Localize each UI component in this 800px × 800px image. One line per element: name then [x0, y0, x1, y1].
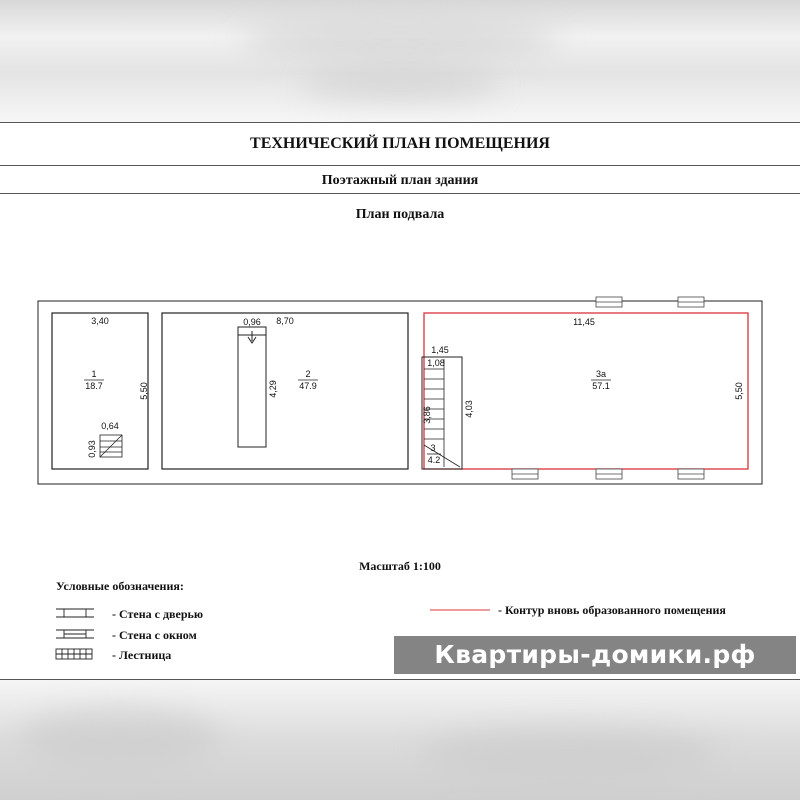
room-2 — [162, 313, 408, 469]
landing-area: 4.2 — [427, 455, 441, 465]
room-1-area: 18.7 — [85, 381, 103, 391]
room-1-stair-width: 0,64 — [101, 421, 119, 431]
room-1-width-label: 3,40 — [91, 316, 109, 326]
room-1-stair-height: 0,93 — [87, 440, 97, 458]
room-1-stairs — [100, 435, 122, 457]
room-2-number: 2 — [305, 369, 311, 379]
legend-door-wall: - Стена с дверью — [112, 607, 204, 621]
room-2-inner-height: 4,29 — [268, 380, 278, 398]
blurred-background-bottom — [0, 678, 800, 800]
room-3a-contour — [424, 313, 748, 469]
plan-title: План подвала — [355, 207, 445, 222]
legend-stairs: - Лестница — [112, 648, 172, 662]
document-title: ТЕХНИЧЕСКИЙ ПЛАН ПОМЕЩЕНИЯ — [250, 135, 550, 152]
stairs-symbol — [56, 649, 92, 659]
legend-contour: - Контур вновь образованного помещения — [498, 603, 726, 617]
stair-3-step: 1,08 — [427, 358, 445, 368]
technical-plan-document — [0, 122, 800, 680]
stair-3-width: 1,45 — [431, 345, 449, 355]
room-3a-number: 3а — [595, 369, 607, 379]
room-3a-width-label: 11,45 — [573, 317, 595, 327]
floor-plan-drawing — [0, 123, 800, 679]
room-3-inner-height: 4,03 — [464, 400, 474, 418]
room-2-area: 47.9 — [299, 381, 317, 391]
room-2-inner-block — [238, 327, 266, 447]
door-wall-symbol — [56, 609, 94, 617]
legend-title: Условные обозначения: — [56, 579, 184, 593]
room-3a-area: 57.1 — [592, 381, 610, 391]
window-wall-symbol — [56, 630, 94, 638]
room-3a-height-label: 5,50 — [734, 382, 744, 400]
document-subtitle: Поэтажный план здания — [321, 173, 479, 188]
watermark-banner: Квартиры-домики.рф — [394, 636, 796, 674]
room-2-inner-width: 0,96 — [243, 317, 261, 327]
legend-window-wall: - Стена с окном — [112, 628, 197, 642]
room-1-number: 1 — [91, 369, 97, 379]
room-2-width-label: 8,70 — [276, 316, 294, 326]
blurred-background-top — [0, 0, 800, 122]
scale-label: Масштаб 1:100 — [359, 559, 441, 573]
landing-number: 3 — [430, 443, 436, 453]
room-1-height-label: 5,50 — [139, 382, 149, 400]
stair-3-height: 3,86 — [422, 406, 432, 424]
